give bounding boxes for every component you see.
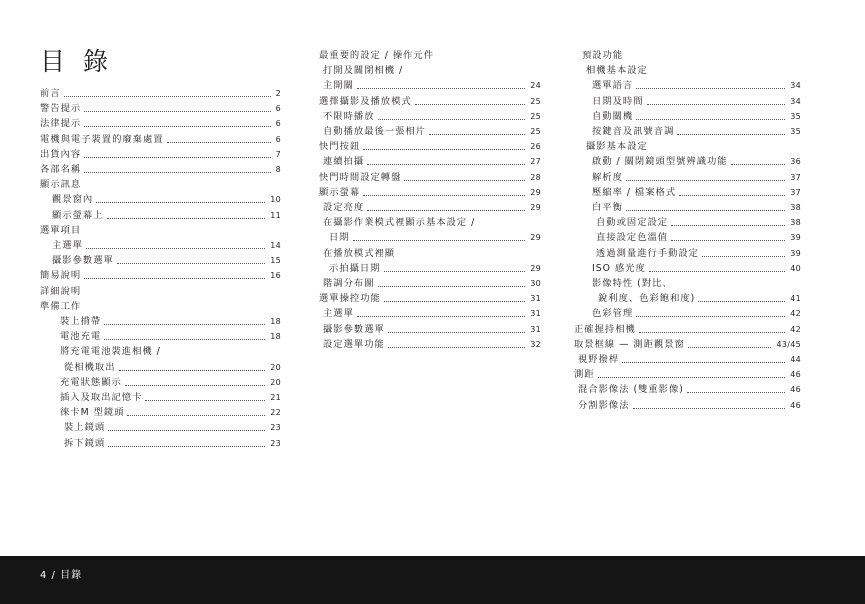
toc-entry-page-number: 42 [790,324,801,334]
toc-dot-leader [104,324,265,325]
toc-entry-page-number: 16 [270,271,281,281]
toc-entry-page-number: 21 [270,393,281,402]
toc-entry-page-number: 35 [790,111,801,121]
toc-dot-leader [649,271,785,272]
toc-dot-leader [108,446,265,447]
toc-entry [52,254,281,267]
toc-entry-label: 顯示訊息 [40,179,82,191]
toc-entry-label: 主開關 [323,80,354,92]
toc-entry-page-number: 31 [530,324,541,334]
toc-entry [586,64,801,77]
toc-dot-leader [622,362,785,363]
toc-entry [52,209,281,222]
toc-entry [40,178,281,191]
toc-entry-label: 選單項目 [40,224,82,236]
toc-entry [323,338,541,351]
toc-entry-label: 準備工作 [40,300,82,312]
toc-entry-label: 相機基本設定 [586,65,648,77]
toc-dot-leader [108,430,265,431]
toc-entry [323,110,541,123]
toc-dot-leader [404,180,525,181]
toc-dot-leader [639,332,785,333]
toc-dot-leader [86,248,265,249]
toc-entry-label: 透過測量進行手動設定 [596,247,699,259]
toc-entry [323,64,541,77]
toc-dot-leader [388,347,525,348]
toc-dot-leader [84,111,270,112]
toc-dot-leader [702,256,785,257]
toc-dot-leader [598,377,786,378]
toc-entry [578,383,801,396]
toc-dot-leader [688,347,772,348]
toc-entry-label: 在攝影作業模式裡顯示基本設定 / [323,217,476,229]
toc-dot-leader [104,339,265,340]
toc-entry-label: 將充電電池裝進相機 / [60,346,161,358]
toc-entry-page-number: 34 [790,96,801,106]
toc-entry-page-number: 31 [530,294,541,304]
toc-entry-page-number: 43/45 [776,339,801,349]
toc-entry [323,307,541,320]
toc-entry-label: 選擇攝影及播放模式 [319,95,412,107]
toc-entry [323,323,541,336]
toc-entry-page-number: 20 [270,377,281,387]
toc-dot-leader [84,172,270,173]
toc-entry-label: 電機與電子裝置的廢棄處置 [40,133,164,145]
toc-entry-label: 日期 [329,232,350,244]
toc-entry-label: 日期及時間 [592,95,644,107]
toc-entry [60,376,281,389]
toc-entry [592,110,801,123]
toc-entry-page-number: 23 [270,423,281,433]
toc-entry [323,155,541,168]
toc-entry-page-number: 37 [790,172,801,182]
toc-entry [319,140,541,153]
toc-entry-label: 打開及關閉相機 / [323,65,404,77]
toc-entry [40,87,281,100]
toc-dot-leader [698,301,785,302]
toc-entry-label: 解析度 [592,171,623,183]
toc-entry [60,391,281,404]
toc-dot-leader [388,332,525,333]
toc-entry [52,239,281,252]
toc-entry-label: 電池充電 [60,331,102,343]
toc-entry-page-number: 6 [275,119,281,129]
toc-entry-label: 裝上揹帶 [60,316,102,327]
toc-dot-leader [636,119,785,120]
toc-entry-page-number: 25 [530,96,541,106]
toc-entry-label: 充電狀態顯示 [60,376,122,388]
toc-entry-label: 在播放模式裡顯 [323,247,396,259]
toc-entry-label: 取景框線 — 測距觀景窗 [574,338,685,350]
toc-entry [323,277,541,290]
toc-entry [319,95,541,108]
toc-entry-label: 警告提示 [40,103,82,115]
toc-entry [596,216,801,229]
toc-entry-page-number: 6 [275,104,281,114]
toc-entry [329,262,541,275]
toc-entry-page-number: 11 [270,210,281,220]
toc-dot-leader [647,104,786,105]
footer-bar [0,556,865,604]
toc-entry-label: 階調分布圖 [323,278,375,289]
toc-entry [64,361,281,374]
toc-entry [592,79,801,92]
toc-entry-page-number: 46 [790,385,801,395]
toc-dot-leader [636,316,785,317]
toc-entry-page-number: 28 [530,172,541,182]
toc-entry [319,186,541,199]
toc-entry-label: 主選單 [323,308,354,320]
toc-entry [40,269,281,282]
toc-entry-page-number: 18 [270,317,281,326]
toc-entry [64,421,281,434]
toc-entry-page-number: 38 [790,203,801,212]
toc-entry [323,125,541,138]
toc-entry-page-number: 37 [790,187,801,197]
toc-dot-leader [127,415,265,416]
toc-entry [319,292,541,305]
toc-entry-page-number: 46 [790,370,801,380]
toc-dot-leader [384,301,525,302]
toc-entry-label: 簡易說明 [40,270,82,282]
toc-dot-leader [117,263,265,264]
toc-entry-label: 拆下鏡頭 [64,437,106,449]
toc-dot-leader [731,164,786,165]
toc-dot-leader [125,385,265,386]
toc-entry [323,79,541,92]
toc-entry-label: 出貨內容 [40,148,82,160]
toc-dot-leader [367,210,525,211]
toc-entry [329,231,541,244]
toc-entry [40,102,281,115]
toc-entry-label: 混合影像法 (雙重影像) [578,384,684,396]
toc-entry-page-number: 14 [270,241,281,250]
toc-entry [592,307,801,320]
toc-dot-leader [167,142,271,143]
toc-entry [60,315,281,328]
toc-entry-label: ISO 感光度 [592,262,646,274]
toc-entry-label: 顯示螢幕 [319,186,361,198]
toc-entry [592,125,801,138]
toc-entry [64,437,281,450]
toc-entry [592,171,801,184]
toc-entry-label: 設定選單功能 [323,338,385,350]
toc-entry-page-number: 2 [275,89,281,98]
toc-entry-page-number: 29 [530,187,541,197]
toc-entry [319,49,541,62]
toc-entry [574,338,801,351]
toc-entry-label: 預設功能 [582,50,624,61]
toc-entry [319,171,541,184]
toc-dot-leader [687,392,785,393]
toc-entry-page-number: 35 [790,127,801,136]
toc-entry-label: 分割影像法 [578,399,630,411]
toc-entry [574,368,801,381]
toc-entry-page-number: 15 [270,256,281,266]
toc-entry-label: 影像特性 (對比、 [592,278,673,289]
toc-entry-label: 壓縮率 / 檔案格式 [592,186,677,198]
toc-entry-label: 視野撥桿 [578,354,620,365]
toc-entry-page-number: 26 [530,142,541,152]
toc-entry-page-number: 24 [530,81,541,91]
toc-entry-page-number: 39 [790,233,801,243]
toc-entry [40,224,281,237]
toc-dot-leader [677,134,785,135]
footer-page-label: 4 / 目錄 [40,570,83,581]
toc-entry-page-number: 10 [270,195,281,205]
toc-entry-label: 測距 [574,369,595,381]
toc-entry-page-number: 25 [530,111,541,121]
toc-entry-page-number: 32 [530,339,541,349]
toc-entry-label: 主選單 [52,240,83,251]
toc-dot-leader [96,202,265,203]
toc-entry-page-number: 25 [530,127,541,136]
toc-entry-page-number: 18 [270,332,281,342]
toc-entry [596,247,801,260]
toc-entry [40,117,281,130]
toc-entry-page-number: 38 [790,218,801,228]
toc-entry-page-number: 46 [790,400,801,410]
page-title: 目 錄 [40,47,113,76]
toc-entry-page-number: 41 [790,294,801,304]
toc-entry-label: 攝影基本設定 [586,141,648,153]
toc-entry [40,300,281,313]
toc-entry-page-number: 42 [790,309,801,319]
toc-entry-label: 自動播放最後一張相片 [323,126,426,137]
toc-entry-label: 攝影參數選單 [52,255,114,267]
toc-entry-page-number: 44 [790,355,801,364]
toc-entry-page-number: 6 [275,134,281,144]
toc-dot-leader [384,271,526,272]
toc-entry-page-number: 29 [530,203,541,212]
toc-dot-leader [367,164,525,165]
toc-entry [323,216,541,229]
toc-dot-leader [84,157,270,158]
toc-entry-label: 設定亮度 [323,202,365,213]
toc-entry-page-number: 31 [530,309,541,319]
toc-entry-label: 連續拍攝 [323,156,365,168]
toc-entry-page-number: 8 [275,165,281,174]
toc-entry-page-number: 29 [530,233,541,243]
toc-entry [52,193,281,206]
toc-entry-page-number: 7 [275,149,281,159]
toc-dot-leader [119,370,266,371]
toc-entry-label: 法律提示 [40,118,82,130]
toc-entry-page-number: 40 [790,263,801,273]
toc-dot-leader [363,149,525,150]
toc-entry-label: 各部名稱 [40,164,82,175]
toc-dot-leader [357,88,525,89]
toc-entry-page-number: 27 [530,157,541,167]
toc-entry-label: 正確握持相機 [574,323,636,335]
toc-entry-page-number: 23 [270,438,281,448]
toc-entry-label: 前言 [40,88,61,99]
toc-entry-label: 示拍攝日期 [329,262,381,274]
toc-entry-label: 顯示螢幕上 [52,209,104,221]
toc-entry-page-number: 22 [270,408,281,418]
toc-entry-label: 快門時間設定轉盤 [319,171,402,183]
toc-entry-label: 選單操控功能 [319,293,381,305]
toc-entry [323,247,541,260]
toc-entry-label: 自動或固定設定 [596,217,669,229]
toc-dot-leader [353,240,526,241]
toc-dot-leader [679,195,785,196]
toc-entry-label: 按鍵音及訊號音調 [592,126,675,137]
toc-entry-page-number: 36 [790,157,801,167]
toc-dot-leader [357,316,525,317]
toc-entry [60,345,281,358]
toc-entry-page-number: 30 [530,279,541,288]
toc-dot-leader [429,134,525,135]
toc-entry [598,292,801,305]
toc-entry [578,353,801,366]
toc-dot-leader [107,218,266,219]
toc-entry-page-number: 39 [790,248,801,258]
toc-entry-label: 觀景窗內 [52,194,94,206]
toc-entry-label: 直接設定色溫值 [596,232,669,244]
toc-entry [592,262,801,275]
toc-entry-label: 詳細說明 [40,285,82,297]
toc-dot-leader [415,104,526,105]
toc-entry [586,140,801,153]
toc-entry-page-number: 34 [790,81,801,91]
toc-dot-leader [84,126,270,127]
toc-entry-label: 從相機取出 [64,361,116,373]
toc-entry-label: 啟動 / 關閉鏡頭型號辨識功能 [592,156,728,168]
toc-dot-leader [636,88,785,89]
toc-entry-label: 銳利度、色彩飽和度) [598,293,696,305]
toc-entry [592,155,801,168]
toc-entry [40,163,281,176]
toc-entry [592,95,801,108]
toc-entry-label: 自動關機 [592,110,634,122]
toc-dot-leader [626,180,785,181]
toc-entry [60,406,281,419]
toc-entry-label: 選單語言 [592,80,634,92]
toc-entry [40,285,281,298]
toc-dot-leader [671,240,785,241]
toc-dot-leader [626,210,785,211]
toc-dot-leader [64,96,271,97]
toc-dot-leader [633,408,786,409]
toc-entry [592,186,801,199]
toc-entry [578,399,801,412]
toc-entry [40,148,281,161]
toc-entry-label: 白平衡 [592,202,623,213]
toc-entry-label: 快門按鈕 [319,141,361,153]
toc-entry-label: 不限時播放 [323,110,375,122]
toc-dot-leader [84,278,265,279]
toc-entry-label: 裝上鏡頭 [64,422,106,434]
toc-entry [574,323,801,336]
toc-entry-label: 插入及取出記憶卡 [60,392,143,403]
toc-entry-label: 色彩管理 [592,308,634,320]
toc-entry [323,201,541,214]
toc-dot-leader [378,286,526,287]
toc-entry [582,49,801,62]
toc-entry [596,231,801,244]
toc-entry [60,330,281,343]
toc-entry-page-number: 29 [530,263,541,273]
toc-dot-leader [145,400,265,401]
toc-entry-label: 最重要的設定 / 操作元件 [319,50,435,61]
toc-entry-label: 攝影參數選單 [323,323,385,335]
toc-dot-leader [671,225,785,226]
toc-entry [592,277,801,290]
toc-dot-leader [378,119,526,120]
toc-dot-leader [363,195,525,196]
toc-entry-page-number: 20 [270,362,281,372]
toc-entry-label: 徠卡M 型鏡頭 [60,407,125,419]
toc-entry [40,133,281,146]
toc-entry [592,201,801,214]
